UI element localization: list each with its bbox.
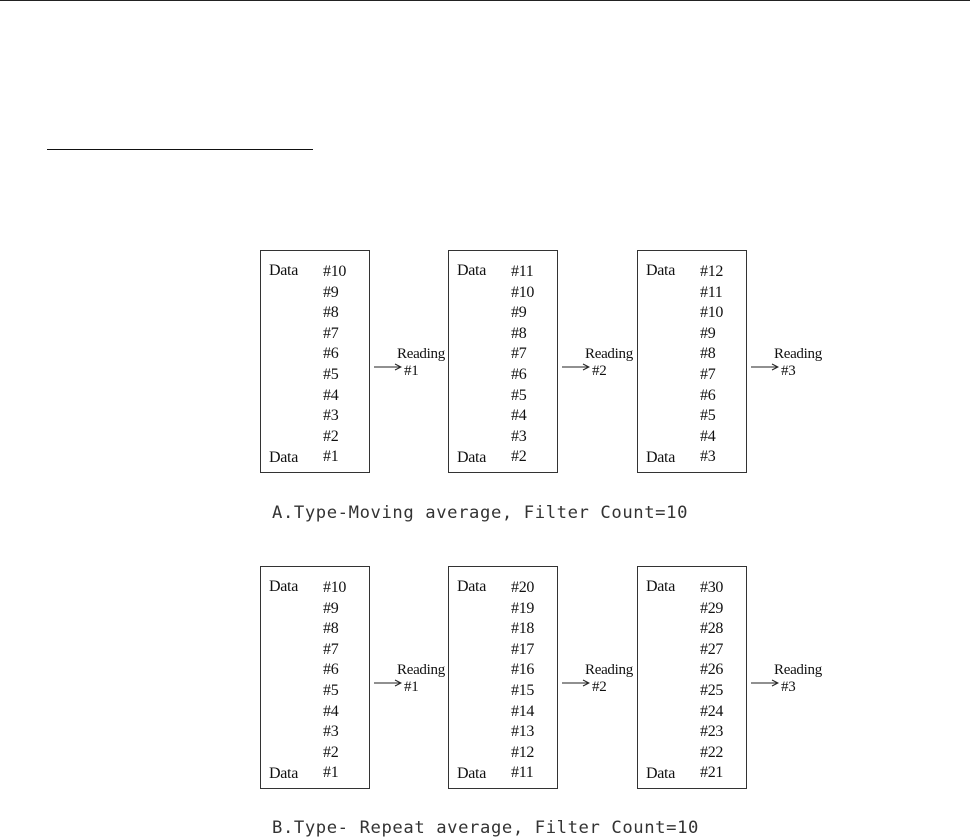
sample-entry: #16 (511, 661, 535, 679)
reading-output-label (774, 662, 822, 696)
sample-entry: #30 (700, 579, 724, 596)
sample-list (323, 578, 346, 784)
blank-underline (47, 149, 313, 150)
data-buffer-box (637, 566, 747, 789)
sample-entry: #2 (511, 448, 527, 466)
sample-list (511, 262, 534, 468)
sample-list (700, 262, 723, 468)
data-label-top: Data (269, 578, 299, 595)
sample-entry: #28 (700, 620, 724, 638)
sample-entry: #5 (323, 681, 339, 699)
sample-entry: #15 (511, 681, 535, 699)
reading-output-label (397, 662, 445, 696)
data-buffer-box (448, 250, 558, 473)
sample-entry: #9 (700, 324, 716, 342)
sample-entry: #11 (511, 263, 534, 280)
reading-word: Reading (397, 346, 445, 362)
reading-word: Reading (585, 662, 633, 678)
sample-entry: #6 (511, 365, 527, 383)
sample-entry: #8 (323, 620, 339, 638)
sample-entry: #7 (323, 640, 339, 658)
sample-entry: #11 (700, 283, 723, 301)
sample-entry: #5 (511, 386, 527, 404)
sample-entry: #7 (700, 365, 716, 383)
sample-entry: #29 (700, 599, 724, 617)
sample-entry: #23 (700, 723, 724, 741)
sample-entry: #6 (323, 661, 339, 679)
top-rule (0, 0, 970, 1)
reading-number: #3 (781, 679, 796, 695)
reading-number: #1 (404, 363, 419, 379)
sample-entry: #20 (511, 579, 535, 596)
data-label-bottom: Data (646, 449, 676, 466)
sample-entry: #3 (700, 448, 716, 466)
sample-entry: #4 (700, 427, 716, 445)
sample-entry: #11 (511, 764, 534, 782)
sample-entry: #6 (323, 345, 339, 363)
data-label-top: Data (457, 578, 487, 595)
sample-entry: #10 (700, 304, 724, 322)
sample-entry: #27 (700, 640, 724, 658)
sample-entry: #6 (700, 386, 716, 404)
data-label-bottom: Data (457, 765, 487, 782)
data-label-top: Data (269, 262, 299, 279)
sample-entry: #1 (323, 448, 339, 466)
reading-word: Reading (585, 346, 633, 362)
reading-number: #1 (404, 679, 419, 695)
sample-entry: #14 (511, 702, 535, 720)
sample-entry: #3 (323, 407, 339, 425)
sample-entry: #5 (323, 365, 339, 383)
data-label-top: Data (646, 262, 676, 279)
data-buffer-box (448, 566, 558, 789)
data-label-top: Data (646, 578, 676, 595)
sample-entry: #3 (511, 427, 527, 445)
sample-entry: #4 (323, 386, 339, 404)
sample-entry: #1 (323, 764, 339, 782)
data-label-bottom: Data (646, 765, 676, 782)
sample-entry: #17 (511, 640, 535, 658)
sample-entry: #2 (323, 427, 339, 445)
sample-entry: #25 (700, 681, 724, 699)
data-label-bottom: Data (457, 449, 487, 466)
sample-entry: #3 (323, 723, 339, 741)
sample-entry: #13 (511, 723, 535, 741)
data-label-top: Data (457, 262, 487, 279)
sample-list (323, 262, 346, 468)
sample-entry: #26 (700, 661, 724, 679)
sample-entry: #4 (511, 407, 527, 425)
sample-entry: #19 (511, 599, 535, 617)
sample-entry: #12 (700, 263, 724, 280)
sample-list (511, 578, 534, 784)
sample-entry: #5 (700, 407, 716, 425)
sample-entry: #10 (323, 579, 347, 596)
panel-caption: B.Type- Repeat average, Filter Count=10 (272, 818, 699, 838)
data-buffer-box (260, 250, 370, 473)
reading-number: #2 (592, 363, 607, 379)
sample-entry: #8 (511, 324, 527, 342)
sample-entry: #10 (511, 283, 535, 301)
sample-entry: #2 (323, 743, 339, 761)
sample-entry: #8 (700, 345, 716, 363)
reading-output-label (397, 346, 445, 380)
sample-entry: #21 (700, 764, 724, 782)
reading-word: Reading (774, 662, 822, 678)
reading-number: #2 (592, 679, 607, 695)
sample-list (700, 578, 723, 784)
reading-word: Reading (774, 346, 822, 362)
reading-word: Reading (397, 662, 445, 678)
sample-entry: #8 (323, 304, 339, 322)
sample-entry: #18 (511, 620, 535, 638)
reading-output-label (774, 346, 822, 380)
sample-entry: #9 (511, 304, 527, 322)
data-buffer-box (260, 566, 370, 789)
sample-entry: #24 (700, 702, 724, 720)
panel-caption: A.Type-Moving average, Filter Count=10 (272, 503, 689, 523)
sample-entry: #7 (323, 324, 339, 342)
sample-entry: #9 (323, 599, 339, 617)
reading-output-label (585, 346, 633, 380)
data-buffer-box (637, 250, 747, 473)
data-label-bottom: Data (269, 449, 299, 466)
sample-entry: #4 (323, 702, 339, 720)
sample-entry: #12 (511, 743, 535, 761)
sample-entry: #7 (511, 345, 527, 363)
reading-output-label (585, 662, 633, 696)
reading-number: #3 (781, 363, 796, 379)
sample-entry: #10 (323, 263, 347, 280)
sample-entry: #9 (323, 283, 339, 301)
data-label-bottom: Data (269, 765, 299, 782)
sample-entry: #22 (700, 743, 724, 761)
